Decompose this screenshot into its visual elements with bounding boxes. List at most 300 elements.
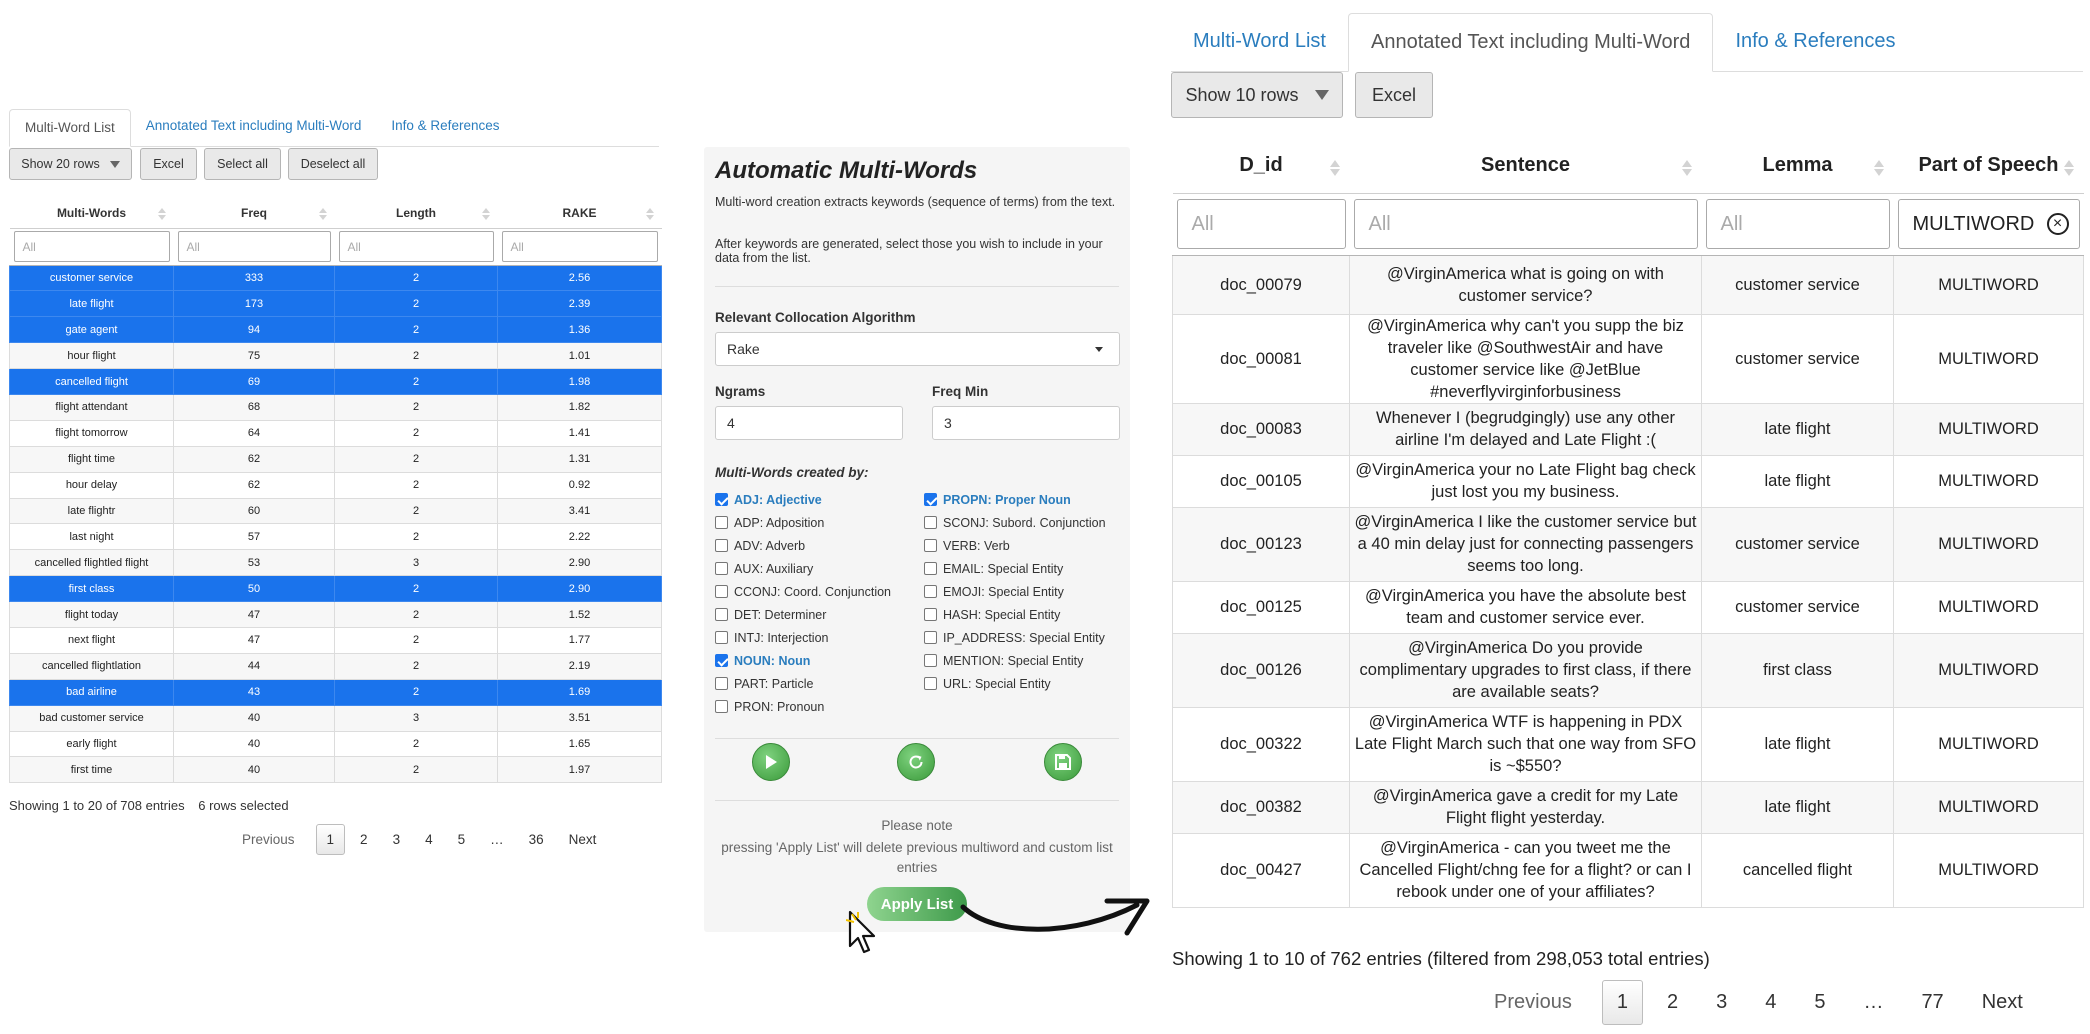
sort-icon (1330, 160, 1340, 176)
pos-checkbox-row[interactable] (924, 580, 1106, 603)
cell-freq: 94 (174, 317, 335, 343)
divider (715, 286, 1119, 287)
column-header-multiwords[interactable] (10, 199, 174, 228)
cell-length: 2 (335, 446, 498, 472)
deselect-all-button[interactable]: Deselect all (288, 148, 378, 180)
sort-icon (1874, 160, 1884, 176)
cell-freq: 57 (174, 524, 335, 550)
cell-freq: 62 (174, 472, 335, 498)
cell-freq: 40 (174, 757, 335, 783)
column-header-label: Part of Speech (1918, 153, 2059, 176)
pos-checkbox-label: HASH: Special Entity (943, 607, 1061, 622)
cell-lemma: customer service (1702, 507, 1894, 581)
pos-checkbox-label: PRON: Pronoun (734, 699, 825, 714)
cell-sentence: @VirginAmerica Do you provide complimentary upgrades to first class, if there are available seats? (1350, 633, 1702, 707)
pagination-page[interactable]: 2 (1666, 990, 1679, 1013)
table-row[interactable] (10, 705, 662, 731)
checkbox[interactable] (715, 516, 728, 529)
cell-sentence: @VirginAmerica why can't you supp the biz traveler like @SouthwestAir and have customer service like @JetBlue #neverflyvirginforbusiness (1350, 314, 1702, 403)
pagination-ellipsis: … (1863, 990, 1884, 1013)
entries-info: Showing 1 to 20 of 708 entries (9, 798, 185, 813)
pagination-page[interactable]: 5 (457, 831, 466, 847)
save-button[interactable] (1044, 743, 1082, 781)
right-pagination (1480, 977, 2037, 1027)
cell-word: flight today (10, 602, 174, 628)
pagination-page[interactable]: 2 (360, 831, 368, 847)
cell-word: bad customer service (10, 705, 174, 731)
pos-checkbox-label: IP_ADDRESS: Special Entity (943, 630, 1105, 645)
cell-length: 2 (335, 653, 498, 679)
cell-word: next flight (10, 627, 174, 653)
cell-id: doc_00427 (1173, 833, 1350, 907)
cell-word: cancelled flightled flight (10, 550, 174, 576)
algorithm-select[interactable] (715, 332, 1120, 366)
pagination-next[interactable]: Next (568, 831, 597, 847)
ngrams-label: Ngrams (715, 384, 766, 399)
cell-rake: 2.56 (498, 265, 662, 291)
cell-freq: 47 (174, 627, 335, 653)
pos-checkbox-label: ADV: Adverb (734, 538, 806, 553)
checkbox[interactable] (715, 585, 728, 598)
table-row[interactable] (10, 653, 662, 679)
checkbox[interactable] (924, 631, 937, 644)
pos-checkbox-row[interactable] (715, 649, 891, 672)
checkbox[interactable] (715, 493, 728, 506)
left-excel-button[interactable]: Excel (140, 148, 197, 180)
filter-rake-input[interactable]: All (502, 231, 658, 262)
column-header-did[interactable] (1173, 138, 1350, 193)
column-header-label: Length (396, 206, 436, 221)
pos-checkbox-label: EMOJI: Special Entity (943, 584, 1064, 599)
pos-checkbox-row[interactable] (924, 511, 1106, 534)
table-row[interactable] (1173, 581, 2084, 633)
filter-lemma-input[interactable]: All (1706, 199, 1890, 249)
cell-id: doc_00123 (1173, 507, 1350, 581)
column-header-label: Lemma (1762, 153, 1833, 176)
column-header-label: D_id (1239, 153, 1283, 176)
table-row[interactable] (1173, 455, 2084, 507)
pagination-page[interactable]: 1 (316, 824, 346, 855)
pos-checkbox-row[interactable] (715, 511, 891, 534)
save-icon (1054, 753, 1072, 771)
cell-length: 2 (335, 369, 498, 395)
multiword-table (9, 199, 662, 783)
pos-checkbox-label: DET: Determiner (734, 607, 827, 622)
cell-rake: 2.90 (498, 550, 662, 576)
table-row[interactable] (10, 446, 662, 472)
cell-freq: 333 (174, 265, 335, 291)
table-row[interactable] (1173, 255, 2084, 314)
pagination-next[interactable]: Next (1981, 990, 2023, 1013)
pagination-page[interactable]: 1 (1602, 980, 1643, 1025)
filter-length-input[interactable]: All (339, 231, 494, 262)
cell-sentence: @VirginAmerica your no Late Flight bag check just lost you my business. (1350, 455, 1702, 507)
chevron-down-icon (110, 161, 120, 168)
cell-id: doc_00079 (1173, 255, 1350, 314)
table-row[interactable] (1173, 403, 2084, 455)
cell-word: first time (10, 757, 174, 783)
sort-icon (646, 208, 654, 220)
right-tab-annotated-text[interactable]: Annotated Text including Multi-Word (1348, 13, 1713, 72)
cell-id: doc_00083 (1173, 403, 1350, 455)
pos-checkbox-row[interactable] (715, 603, 891, 626)
cell-word: hour flight (10, 343, 174, 369)
cell-pos: MULTIWORD (1894, 781, 2084, 833)
cell-length: 2 (335, 420, 498, 446)
cell-sentence: @VirginAmerica I like the customer service but a 40 min delay just for connecting passengers seems too long. (1350, 507, 1702, 581)
pos-checkbox-row[interactable] (924, 672, 1106, 695)
cell-freq: 40 (174, 705, 335, 731)
refresh-icon (907, 753, 925, 771)
checkbox[interactable] (715, 608, 728, 621)
cell-freq: 69 (174, 369, 335, 395)
cell-rake: 1.31 (498, 446, 662, 472)
filter-sentence-input[interactable]: All (1354, 199, 1698, 249)
table-row[interactable] (1173, 833, 2084, 907)
pos-checkbox-row[interactable] (924, 649, 1106, 672)
column-header-rake[interactable] (498, 199, 662, 228)
pos-checkbox-group-right (924, 488, 1106, 695)
cell-lemma: late flight (1702, 455, 1894, 507)
checkbox[interactable] (924, 585, 937, 598)
sort-icon (319, 208, 327, 220)
right-excel-button[interactable]: Excel (1355, 72, 1433, 118)
cell-lemma: customer service (1702, 581, 1894, 633)
checkbox[interactable] (924, 539, 937, 552)
algorithm-select-value: Rake (727, 341, 760, 357)
pos-checkbox-group-left (715, 488, 891, 718)
pos-checkbox-label: AUX: Auxiliary (734, 561, 814, 576)
cell-pos: MULTIWORD (1894, 255, 2084, 314)
cell-rake: 1.82 (498, 394, 662, 420)
pos-checkbox-label: NOUN: Noun (734, 653, 811, 668)
cell-length: 3 (335, 550, 498, 576)
cell-rake: 1.77 (498, 627, 662, 653)
cell-freq: 64 (174, 420, 335, 446)
cell-rake: 1.97 (498, 757, 662, 783)
cell-rake: 1.98 (498, 369, 662, 395)
right-table-wrap (1172, 138, 2084, 908)
checkbox[interactable] (715, 654, 728, 667)
table-row[interactable] (1173, 707, 2084, 781)
divider (715, 800, 1119, 801)
sort-icon (1682, 160, 1692, 176)
note-title: Please note (881, 818, 953, 833)
table-row[interactable] (10, 679, 662, 705)
automatic-multiwords-panel (704, 147, 1130, 932)
pos-checkbox-row[interactable] (924, 626, 1106, 649)
pagination-page[interactable]: 5 (1814, 990, 1826, 1013)
cell-word: flight attendant (10, 394, 174, 420)
cell-rake: 2.90 (498, 576, 662, 602)
cell-length: 2 (335, 576, 498, 602)
table-row[interactable] (10, 265, 662, 291)
cell-word: gate agent (10, 317, 174, 343)
pagination-page[interactable]: 3 (392, 831, 401, 847)
right-entries-info: Showing 1 to 10 of 762 entries (filtered from 298,053 total entries) (1172, 948, 1710, 969)
cell-rake: 2.19 (498, 653, 662, 679)
cell-rake: 3.41 (498, 498, 662, 524)
cell-word: customer service (10, 265, 174, 291)
pos-checkbox-row[interactable] (715, 580, 891, 603)
pos-checkbox-row[interactable] (924, 488, 1106, 511)
pos-checkbox-label: SCONJ: Subord. Conjunction (943, 515, 1106, 530)
run-button[interactable] (752, 743, 790, 781)
table-row[interactable] (1173, 507, 2084, 581)
cell-freq: 173 (174, 291, 335, 317)
cell-pos: MULTIWORD (1894, 707, 2084, 781)
cell-id: doc_00125 (1173, 581, 1350, 633)
right-show-rows-button[interactable] (1171, 72, 1343, 118)
reset-button[interactable] (897, 743, 935, 781)
panel-title: Automatic Multi-Words (715, 157, 978, 184)
arrow-icon (955, 893, 1155, 943)
filter-freq-input[interactable]: All (178, 231, 331, 262)
checkbox[interactable] (715, 631, 728, 644)
cell-length: 2 (335, 679, 498, 705)
panel-description-2: After keywords are generated, select those you wish to include in your data from the list. (715, 237, 1103, 265)
right-tab-multiword-list[interactable]: Multi-Word List (1193, 30, 1326, 52)
cell-word: flight tomorrow (10, 420, 174, 446)
cell-lemma: first class (1702, 633, 1894, 707)
left-table-info (9, 798, 289, 813)
right-show-rows-label: Show 10 rows (1185, 84, 1299, 105)
select-all-button[interactable]: Select all (204, 148, 281, 180)
left-tab-annotated-text[interactable]: Annotated Text including Multi-Word (145, 118, 362, 133)
cell-sentence: @VirginAmerica what is going on with customer service? (1350, 255, 1702, 314)
right-tabbar (1171, 13, 2083, 72)
checkbox[interactable] (924, 654, 937, 667)
pos-checkbox-row[interactable] (715, 557, 891, 580)
table-row[interactable] (10, 524, 662, 550)
cell-id: doc_00126 (1173, 633, 1350, 707)
checkbox[interactable] (924, 516, 937, 529)
cell-rake: 1.41 (498, 420, 662, 446)
column-header-length[interactable] (335, 199, 498, 228)
cell-word: late flight (10, 291, 174, 317)
cell-id: doc_00105 (1173, 455, 1350, 507)
cell-pos: MULTIWORD (1894, 833, 2084, 907)
divider (715, 738, 1119, 739)
table-row[interactable] (1173, 314, 2084, 403)
sort-icon (482, 208, 490, 220)
pos-checkbox-label: MENTION: Special Entity (943, 653, 1084, 668)
cell-lemma: customer service (1702, 314, 1894, 403)
cell-length: 3 (335, 705, 498, 731)
cell-length: 2 (335, 757, 498, 783)
filter-did-input[interactable]: All (1177, 199, 1346, 249)
cell-length: 2 (335, 265, 498, 291)
cell-id: doc_00382 (1173, 781, 1350, 833)
checkbox[interactable] (924, 608, 937, 621)
column-header-label: Sentence (1481, 153, 1570, 176)
pos-checkbox-row[interactable] (715, 626, 891, 649)
checkbox[interactable] (924, 677, 937, 690)
cell-freq: 43 (174, 679, 335, 705)
table-row[interactable] (10, 472, 662, 498)
pagination-page[interactable]: 36 (528, 831, 544, 847)
cell-length: 2 (335, 472, 498, 498)
cell-rake: 2.39 (498, 291, 662, 317)
column-header-freq[interactable] (174, 199, 335, 228)
freqmin-label: Freq Min (932, 384, 989, 399)
column-header-label: Freq (240, 206, 267, 221)
cell-word: cancelled flightlation (10, 653, 174, 679)
cell-freq: 47 (174, 602, 335, 628)
pagination-page[interactable]: 4 (1765, 990, 1777, 1013)
cell-word: early flight (10, 731, 174, 757)
pagination-page[interactable]: 3 (1716, 990, 1728, 1013)
pos-checkbox-row[interactable] (924, 603, 1106, 626)
left-show-rows-button[interactable] (9, 148, 132, 180)
algorithm-label: Relevant Collocation Algorithm (715, 310, 916, 325)
checkbox[interactable] (715, 677, 728, 690)
cell-id: doc_00322 (1173, 707, 1350, 781)
cell-pos: MULTIWORD (1894, 455, 2084, 507)
left-tabbar (9, 107, 659, 147)
cell-pos: MULTIWORD (1894, 403, 2084, 455)
created-by-label: Multi-Words created by: (715, 465, 869, 480)
table-row[interactable] (10, 498, 662, 524)
cell-word: first class (10, 576, 174, 602)
cell-word: hour delay (10, 472, 174, 498)
cell-length: 2 (335, 602, 498, 628)
pagination-page[interactable]: 77 (1921, 990, 1944, 1013)
cell-freq: 60 (174, 498, 335, 524)
selected-rows-info: 6 rows selected (198, 798, 289, 813)
cell-lemma: late flight (1702, 403, 1894, 455)
checkbox[interactable] (924, 562, 937, 575)
pos-checkbox-row[interactable] (924, 557, 1106, 580)
cell-rake: 1.01 (498, 343, 662, 369)
checkbox[interactable] (715, 539, 728, 552)
column-header-lemma[interactable] (1702, 138, 1894, 193)
table-row[interactable] (10, 731, 662, 757)
cell-length: 2 (335, 291, 498, 317)
ngrams-input[interactable]: 4 (715, 406, 903, 440)
column-header-label: Multi-Words (56, 206, 127, 221)
chevron-down-icon (1315, 90, 1329, 100)
table-row[interactable] (10, 394, 662, 420)
pos-checkbox-row[interactable] (715, 488, 891, 511)
pos-checkbox-label: ADJ: Adjective (734, 492, 822, 507)
column-header-part-of-speech[interactable] (1894, 138, 2084, 193)
checkbox[interactable] (715, 562, 728, 575)
cell-word: late flightr (10, 498, 174, 524)
chevron-down-icon (1095, 347, 1103, 352)
apply-list-button[interactable]: Apply List (867, 887, 967, 921)
table-row[interactable] (10, 576, 662, 602)
cell-rake: 1.65 (498, 731, 662, 757)
cell-pos: MULTIWORD (1894, 314, 2084, 403)
left-tab-info-references[interactable]: Info & References (391, 118, 500, 133)
cell-rake: 1.69 (498, 679, 662, 705)
cell-freq: 75 (174, 343, 335, 369)
cell-rake: 0.92 (498, 472, 662, 498)
cell-sentence: Whenever I (begrudgingly) use any other airline I'm delayed and Late Flight :( (1350, 403, 1702, 455)
cell-rake: 3.51 (498, 705, 662, 731)
cursor-icon (846, 910, 880, 956)
column-header-label: RAKE (562, 206, 597, 221)
sort-icon (2064, 160, 2074, 176)
table-row[interactable] (10, 291, 662, 317)
pos-checkbox-row[interactable] (715, 695, 891, 718)
pos-checkbox-label: URL: Special Entity (943, 676, 1051, 691)
pagination-previous[interactable]: Previous (242, 831, 295, 847)
cell-length: 2 (335, 343, 498, 369)
cell-rake: 1.36 (498, 317, 662, 343)
table-row[interactable] (1173, 781, 2084, 833)
checkbox[interactable] (715, 700, 728, 713)
cell-sentence: @VirginAmerica gave a credit for my Late Flight flight yesterday. (1350, 781, 1702, 833)
pos-checkbox-row[interactable] (924, 534, 1106, 557)
pagination-page[interactable]: 4 (425, 831, 433, 847)
cell-sentence: @VirginAmerica you have the absolute best team and customer service ever. (1350, 581, 1702, 633)
note-text: pressing 'Apply List' will delete previous multiword and custom list entries (721, 840, 1113, 875)
checkbox[interactable] (924, 493, 937, 506)
cell-length: 2 (335, 317, 498, 343)
table-row[interactable] (10, 627, 662, 653)
filter-pos-input[interactable] (1898, 199, 2080, 249)
pos-checkbox-row[interactable] (715, 534, 891, 557)
table-row[interactable] (1173, 633, 2084, 707)
cell-word: bad airline (10, 679, 174, 705)
cell-freq: 40 (174, 731, 335, 757)
right-tab-info-references[interactable]: Info & References (1735, 30, 1896, 52)
left-tab-multiword-list[interactable]: Multi-Word List (9, 109, 131, 147)
pos-checkbox-row[interactable] (715, 672, 891, 695)
cell-freq: 50 (174, 576, 335, 602)
table-row[interactable] (10, 550, 662, 576)
cell-length: 2 (335, 394, 498, 420)
cell-length: 2 (335, 498, 498, 524)
cell-sentence: @VirginAmerica - can you tweet me the Cancelled Flight/chng fee for a flight? or can I rebook under one of your affiliates? (1350, 833, 1702, 907)
cell-lemma: cancelled flight (1702, 833, 1894, 907)
clear-filter-icon[interactable]: × (2047, 213, 2069, 235)
annotated-text-table (1172, 138, 2084, 908)
cell-freq: 44 (174, 653, 335, 679)
table-row[interactable] (10, 602, 662, 628)
filter-multiwords-input[interactable]: All (14, 231, 170, 262)
column-header-sentence[interactable] (1350, 138, 1702, 193)
cell-pos: MULTIWORD (1894, 507, 2084, 581)
cell-length: 2 (335, 524, 498, 550)
panel-description-1: Multi-word creation extracts keywords (sequence of terms) from the text. (715, 195, 1116, 209)
filter-pos-value: MULTIWORD (1912, 212, 2035, 235)
pagination-previous[interactable]: Previous (1494, 990, 1572, 1013)
cell-lemma: late flight (1702, 781, 1894, 833)
table-row[interactable] (10, 420, 662, 446)
cell-lemma: late flight (1702, 707, 1894, 781)
cell-id: doc_00081 (1173, 314, 1350, 403)
table-row[interactable] (10, 369, 662, 395)
pos-checkbox-label: INTJ: Interjection (734, 630, 829, 645)
freqmin-input[interactable]: 3 (932, 406, 1120, 440)
pos-checkbox-label: EMAIL: Special Entity (943, 561, 1064, 576)
cell-length: 2 (335, 731, 498, 757)
cell-freq: 62 (174, 446, 335, 472)
table-row[interactable] (10, 317, 662, 343)
table-row[interactable] (10, 343, 662, 369)
cell-pos: MULTIWORD (1894, 581, 2084, 633)
left-show-rows-label: Show 20 rows (21, 157, 100, 171)
pagination-ellipsis: … (490, 831, 504, 847)
cell-freq: 68 (174, 394, 335, 420)
play-icon (764, 754, 778, 770)
table-row[interactable] (10, 757, 662, 783)
pos-checkbox-label: PROPN: Proper Noun (943, 492, 1071, 507)
cell-lemma: customer service (1702, 255, 1894, 314)
